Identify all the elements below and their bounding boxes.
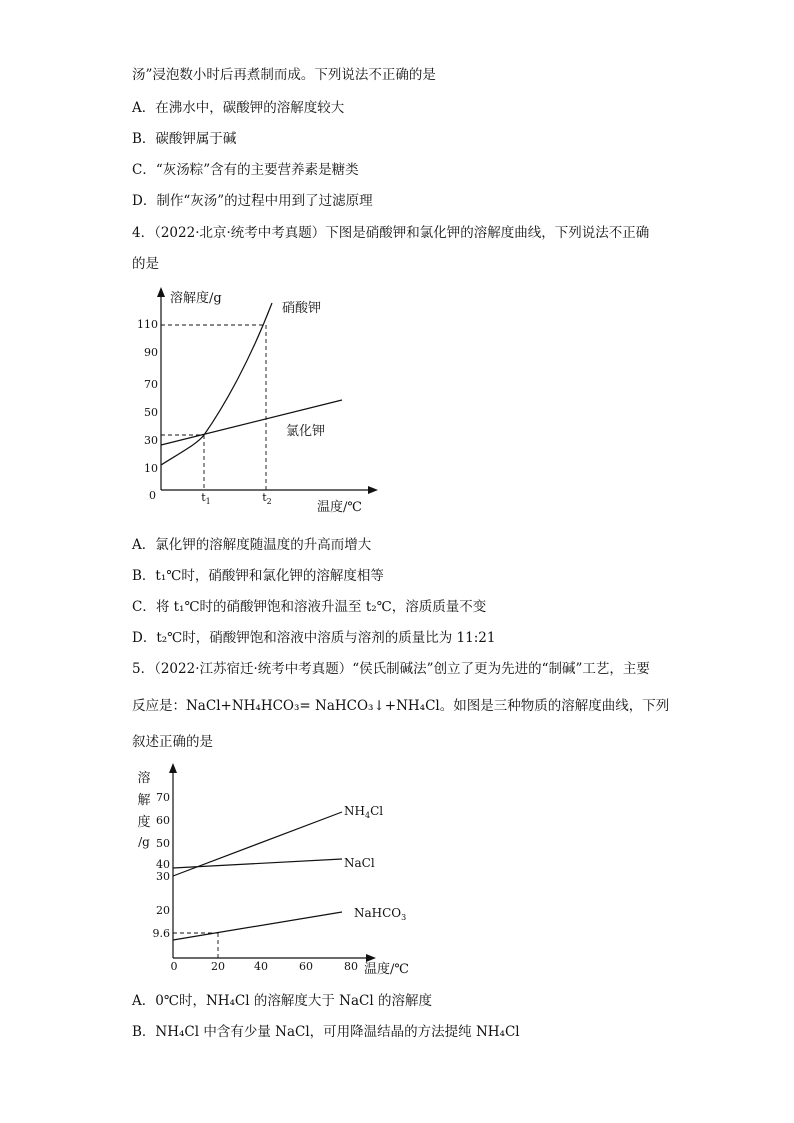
q4-x-label: 温度/℃ [317, 500, 362, 515]
q4-solubility-chart [137, 285, 380, 525]
q4-ytick-90: 90 [144, 346, 158, 359]
q4-ytick-70: 70 [144, 378, 158, 391]
q5-stem-line1: 5．（2022·江苏宿迁·统考中考真题）“侯氏制碱法”创立了更为先进的“制碱”工艺，主要 [132, 661, 650, 677]
q3-option-b: B．碳酸钾属于碱 [132, 131, 237, 147]
q4-xtick-t2: $t_2$ [262, 491, 272, 506]
q3-option-a: A．在沸水中，碳酸钾的溶解度较大 [132, 100, 345, 116]
q5-ytick-30: 30 [156, 870, 170, 883]
q4-origin-label: 0 [149, 489, 156, 502]
q4-x-arrow [368, 486, 378, 494]
q4-ytick-50: 50 [144, 406, 158, 419]
q4-option-a: A．氯化钾的溶解度随温度的升高而增大 [132, 537, 372, 553]
q5-x-label: 温度/℃ [364, 962, 409, 977]
q5-option-b: B．NH₄Cl 中含有少量 NaCl，可用降温结晶的方法提纯 NH₄Cl [132, 1024, 520, 1040]
q5-label-nacl: NaCl [344, 856, 375, 870]
q5-stem-line2: 反应是：NaCl+NH₄HCO₃= NaHCO₃↓+NH₄Cl。如图是三种物质的溶解度曲线，下列 [132, 698, 670, 714]
q4-option-b: B．t₁℃时，硝酸钾和氯化钾的溶解度相等 [132, 568, 384, 584]
q4-label-kno3: 硝酸钾 [282, 301, 322, 316]
q4-stem-line1: 4．（2022·北京·统考中考真题）下图是硝酸钾和氯化钾的溶解度曲线，下列说法不正确 [132, 225, 650, 241]
q5-xtick-80: 80 [344, 960, 358, 973]
q4-option-d: D．t₂℃时，硝酸钾饱和溶液中溶质与溶剂的质量比为 11:21 [132, 630, 496, 646]
q5-ytick-50: 50 [156, 837, 170, 850]
q4-xtick-t1: $t_1$ [201, 491, 211, 506]
q5-y-label-2: 解 [137, 793, 151, 808]
q5-ytick-40: 40 [156, 858, 170, 871]
q4-ytick-110: 110 [137, 318, 158, 331]
q5-xtick-60: 60 [299, 960, 313, 973]
q5-solubility-chart [130, 760, 420, 980]
q5-label-nahco3: NaHCO$_3$ [354, 906, 407, 922]
q5-ytick-9-6: 9.6 [152, 927, 170, 940]
q5-label-nh4cl: $NH_4Cl$ [344, 804, 384, 820]
q5-y-label-1: 溶 [137, 771, 151, 786]
q5-ytick-70: 70 [156, 791, 170, 804]
q5-xtick-40: 40 [254, 960, 268, 973]
q5-x-arrow [366, 954, 376, 962]
q5-option-a: A．0℃时，NH₄Cl 的溶解度大于 NaCl 的溶解度 [132, 993, 432, 1009]
q4-stem-line2: 的是 [132, 256, 159, 272]
q5-line-nahco3 [173, 912, 342, 940]
q5-ytick-20: 20 [156, 904, 170, 917]
q4-option-c: C．将 t₁℃时的硝酸钾饱和溶液升温至 t₂℃，溶质质量不变 [132, 599, 487, 615]
q5-stem-line3: 叙述正确的是 [132, 734, 213, 750]
q5-ytick-60: 60 [156, 814, 170, 827]
q5-xtick-0: 0 [170, 960, 178, 973]
q4-y-arrow [157, 287, 165, 297]
q3-option-c: C．“灰汤粽”含有的主要营养素是糖类 [132, 162, 359, 178]
q5-y-label-4: /g [138, 835, 150, 849]
q4-ytick-30: 30 [144, 434, 158, 447]
q3-stem-tail: 汤”浸泡数小时后再煮制而成。下列说法不正确的是 [132, 67, 436, 83]
q4-y-label: 溶解度/g [170, 291, 222, 306]
q5-xtick-20: 20 [211, 960, 225, 973]
q5-y-arrow [169, 763, 177, 773]
q4-ytick-10: 10 [144, 462, 158, 475]
q3-option-d: D．制作“灰汤”的过程中用到了过滤原理 [132, 193, 373, 209]
q5-line-nacl [173, 859, 342, 868]
q5-y-label-3: 度 [137, 815, 151, 830]
q4-label-kcl: 氯化钾 [286, 424, 326, 439]
